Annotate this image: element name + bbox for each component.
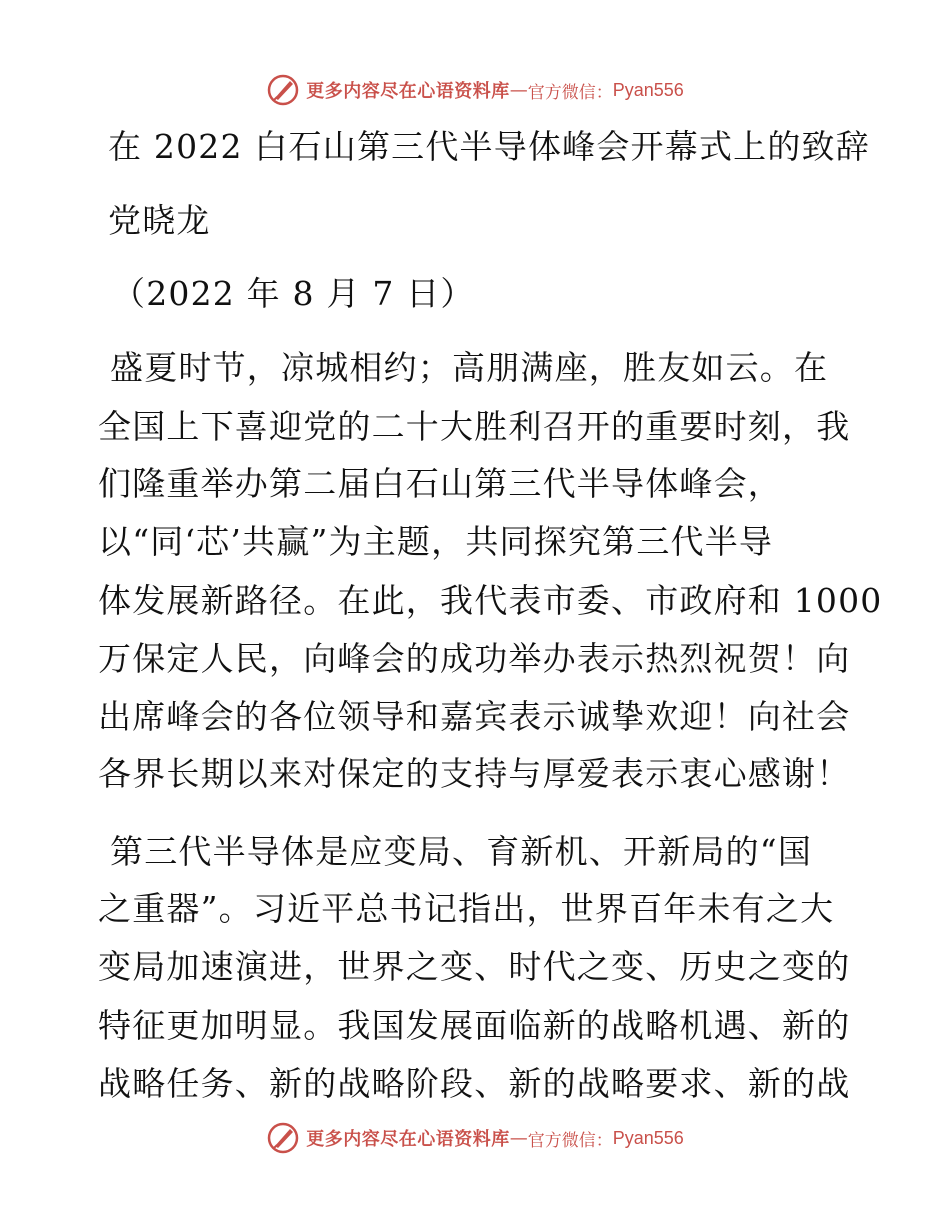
paragraph-line: 们隆重举办第二届白石山第三代半导体峰会，	[98, 464, 782, 503]
footer-watermark	[0, 1118, 950, 1158]
paragraph-line: 战略任务、新的战略阶段、新的战略要求、新的战	[98, 1064, 851, 1103]
watermark-dash: —	[509, 1127, 528, 1149]
watermark-main-text: 更多内容尽在心语资料库	[306, 81, 510, 102]
document-author: 党晓龙	[108, 201, 211, 240]
watermark-handle: Pyan556	[612, 79, 684, 100]
document-title: 在 2022 白石山第三代半导体峰会开幕式上的致辞	[108, 127, 870, 166]
paragraph-line: 以“同‘芯’共赢”为主题，共同探究第三代半导	[98, 522, 774, 561]
quill-logo-icon	[266, 1121, 300, 1155]
document-date: （2022 年 8 月 7 日）	[112, 274, 475, 313]
paragraph-line: 各界长期以来对保定的支持与厚爱表示衷心感谢！	[98, 754, 851, 793]
paragraph-line: 盛夏时节，凉城相约；高朋满座，胜友如云。在	[110, 348, 829, 387]
paragraph-line: 万保定人民，向峰会的成功举办表示热烈祝贺！向	[98, 639, 851, 678]
header-watermark	[0, 70, 950, 110]
paragraph-line: 之重器”。习近平总书记指出，世界百年未有之大	[98, 889, 835, 928]
paragraph-line: 出席峰会的各位领导和嘉宾表示诚挚欢迎！向社会	[98, 697, 851, 736]
watermark-sub-text: 官方微信：	[527, 1130, 613, 1151]
quill-logo-icon	[266, 73, 300, 107]
watermark-main-text: 更多内容尽在心语资料库	[306, 1129, 510, 1150]
paragraph-line: 特征更加明显。我国发展面临新的战略机遇、新的	[98, 1006, 851, 1045]
watermark-handle: Pyan556	[612, 1127, 684, 1148]
watermark-sub-text: 官方微信：	[527, 82, 613, 103]
paragraph-line: 第三代半导体是应变局、育新机、开新局的“国	[110, 832, 813, 871]
paragraph-line: 全国上下喜迎党的二十大胜利召开的重要时刻，我	[98, 407, 851, 446]
paragraph-line: 体发展新路径。在此，我代表市委、市政府和 1000	[98, 581, 883, 620]
paragraph-line: 变局加速演进，世界之变、时代之变、历史之变的	[98, 947, 851, 986]
watermark-dash: —	[509, 79, 528, 101]
